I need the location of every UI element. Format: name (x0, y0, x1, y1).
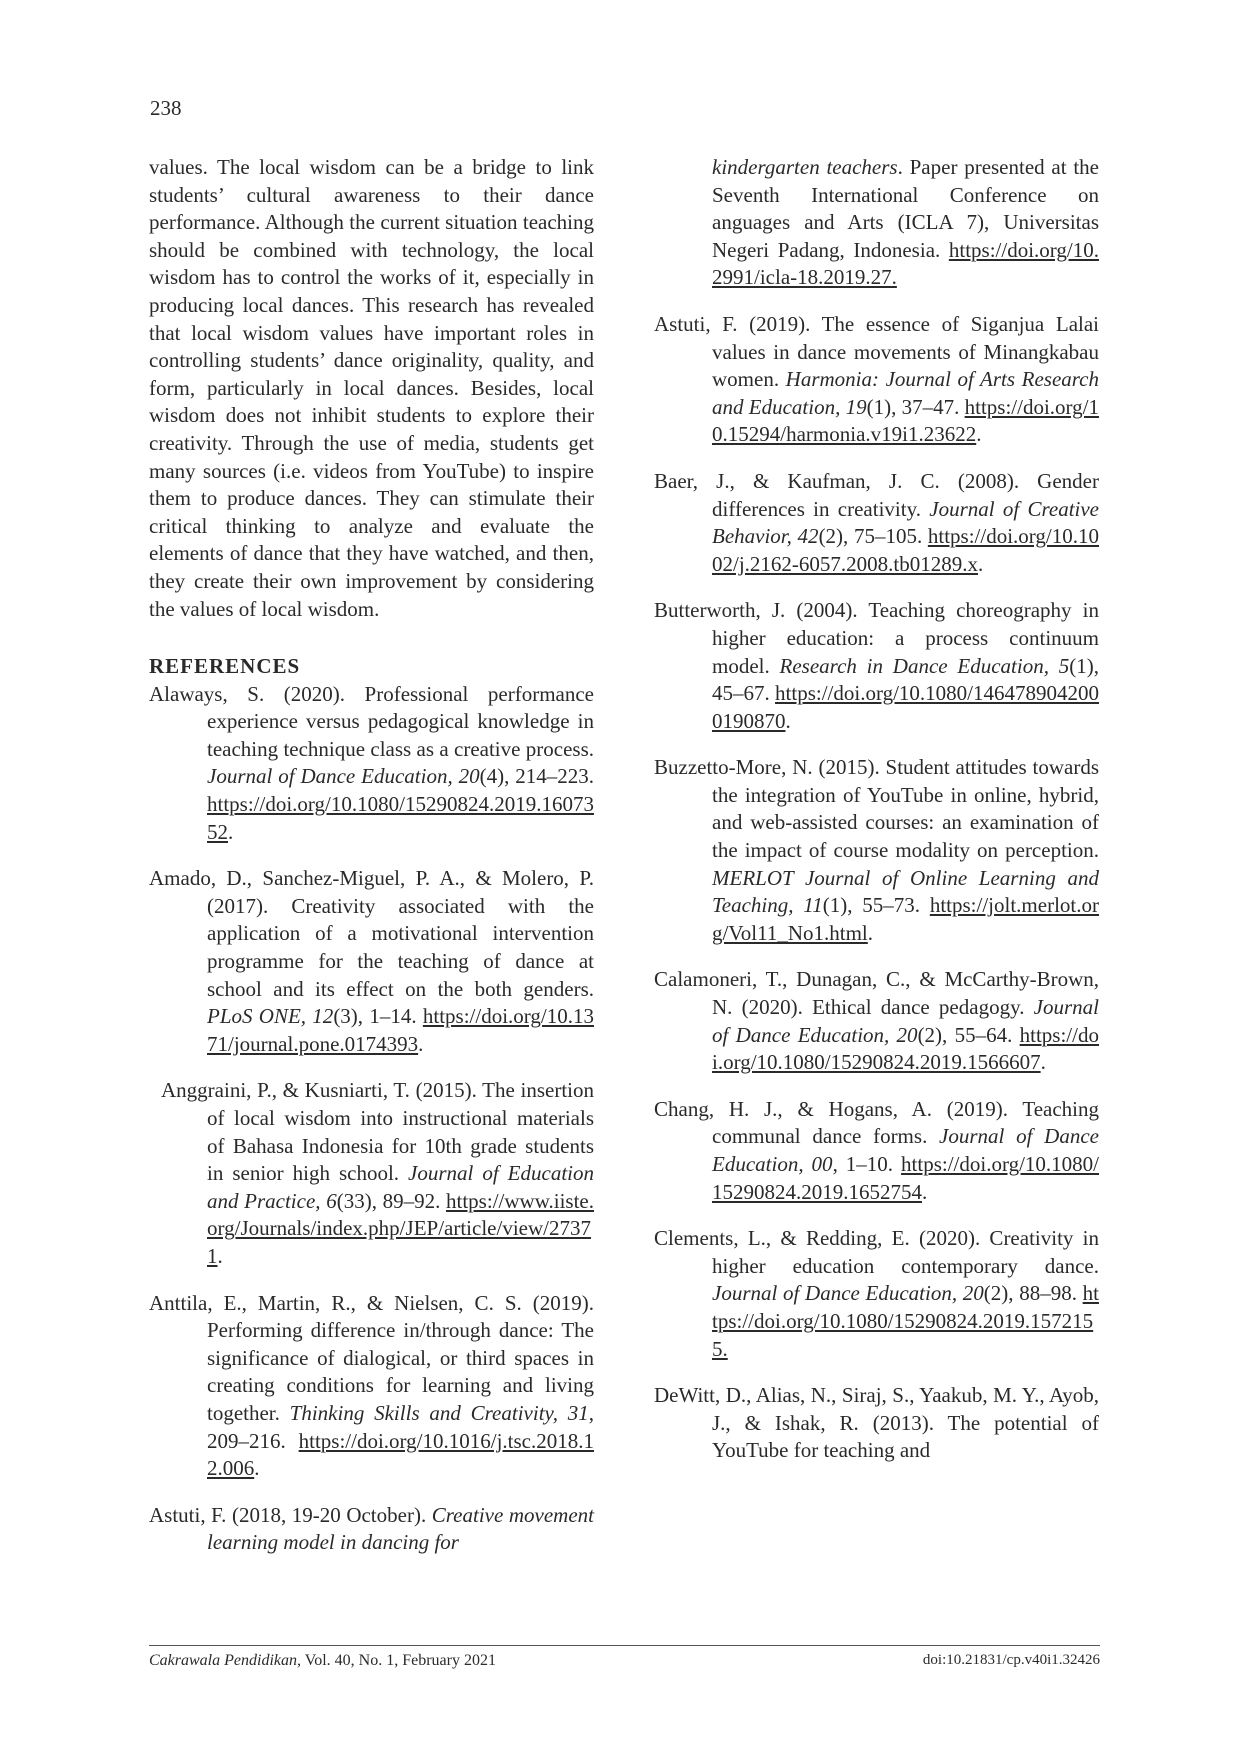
reference-link[interactable]: https://doi.org/10.1080/1464789042000190870 (712, 681, 1099, 733)
reference-entry: Astuti, F. (2018, 19-20 October). Creative movement learning model in dancing for (149, 1502, 594, 1555)
reference-entry: Baer, J., & Kaufman, J. C. (2008). Gender differences in creativity. Journal of Creative Behavior, 42(2), 75–105. https://doi.org/10.1002/j.2162-6057.2008.tb01289.x. (654, 468, 1099, 576)
reference-link[interactable]: https://doi.org/10.1002/j.2162-6057.2008.tb01289.x (712, 524, 1099, 576)
reference-entry: Buzzetto-More, N. (2015). Student attitudes towards the integration of YouTube in online, hybrid, and web-assisted courses: an examination of the impact of course modality on perception. MERLOT Journal of Online Learning and Teaching, 11(1), 55–73. https://jolt.merlot.org/Vol11_No1.html. (654, 755, 1099, 945)
reference-entry: Butterworth, J. (2004). Teaching choreography in higher education: a process continuum model. Research in Dance Education, 5(1), 45–67. https://doi.org/10.1080/1464789042000190870. (654, 598, 1099, 733)
reference-link[interactable]: https://doi.org/10.1016/j.tsc.2018.12.006 (207, 1428, 594, 1481)
reference-link[interactable]: https://jolt.merlot.org/Vol11_No1.html (712, 893, 1099, 945)
footer-journal-info: Cakrawala Pendidikan, Vol. 40, No. 1, February 2021 (149, 1652, 496, 1669)
reference-entry: Chang, H. J., & Hogans, A. (2019). Teaching communal dance forms. Journal of Dance Education, 00, 1–10. https://doi.org/10.1080/15290824.2019.1652754. (654, 1096, 1099, 1204)
references-heading: REFERENCES (149, 654, 301, 679)
footer-divider (149, 1645, 1100, 1646)
conclusion-paragraph: values. The local wisdom can be a bridge to link students’ cultural awareness to their dance performance. Although the current situation teaching should be combined with technology, the local wisdom has to control the works of it, especially in producing local dances. This research has revealed that local wisdom values have important roles in controlling students’ dance originality, quality, and form, particularly in local dances. Besides, local wisdom does not inhibit students to explore their creativity. Through the use of media, students get many sources (i.e. videos from YouTube) to inspire them to produce dances. They can stimulate their critical thinking to analyze and evaluate the elements of dance that they have watched, and then, they create their own improvement by considering the values of local wisdom. (149, 155, 594, 621)
reference-link[interactable]: https://doi.org/10.15294/harmonia.v19i1.23622 (712, 394, 1099, 447)
reference-link[interactable]: https://doi.org/10.2991/icla-18.2019.27. (712, 237, 1099, 290)
reference-link[interactable]: https://doi.org/10.1080/15290824.2019.1607352 (207, 792, 594, 844)
reference-entry-continued: kindergarten teachers. Paper presented at the Seventh International Conference on anguages and Arts (ICLA 7), Universitas Negeri Padang, Indonesia. https://doi.org/10.2991/icla-18.2019.27. (712, 155, 1099, 290)
reference-entry: Astuti, F. (2019). The essence of Siganjua Lalai values in dance movements of Minangkabau women. Harmonia: Journal of Arts Research and Education, 19(1), 37–47. https://doi.org/10.15294/harmonia.v19i1.23622. (654, 311, 1099, 447)
reference-link[interactable]: https://doi.org/10.1371/journal.pone.0174393 (207, 1004, 594, 1056)
reference-entry: Calamoneri, T., Dunagan, C., & McCarthy-Brown, N. (2020). Ethical dance pedagogy. Journal of Dance Education, 20(2), 55–64. https://doi.org/10.1080/15290824.2019.1566607. (654, 967, 1099, 1075)
left-column (149, 154, 594, 1576)
page-number: 238 (150, 96, 182, 120)
reference-entry: Anggraini, P., & Kusniarti, T. (2015). The insertion of local wisdom into instructional materials of Bahasa Indonesia for 10th grade students in senior high school. Journal of Education and Practice, 6(33), 89–92. https://www.iiste.org/Journals/index.php/JEP/article/view/27371. (161, 1078, 594, 1268)
reference-link[interactable]: https://doi.org/10.1080/15290824.2019.1652754 (712, 1152, 1099, 1204)
reference-link[interactable]: https://www.iiste.org/Journals/index.php/JEP/article/view/27371 (207, 1188, 594, 1268)
right-column (654, 154, 1099, 1484)
reference-entry: Amado, D., Sanchez-Miguel, P. A., & Molero, P. (2017). Creativity associated with the application of a motivational intervention programme for the teaching of dance at school and its effect on the both genders. PLoS ONE, 12(3), 1–14. https://doi.org/10.1371/journal.pone.0174393. (149, 866, 594, 1056)
reference-link[interactable]: https://doi.org/10.1080/15290824.2019.1566607 (712, 1022, 1099, 1075)
footer-doi: doi:10.21831/cp.v40i1.32426 (922, 1652, 1100, 1668)
references-list-left (149, 681, 594, 1557)
reference-entry: DeWitt, D., Alias, N., Siraj, S., Yaakub, M. Y., Ayob, J., & Ishak, R. (2013). The potential of YouTube for teaching and (654, 1383, 1099, 1463)
reference-entry: Alaways, S. (2020). Professional performance experience versus pedagogical knowledge in teaching technique class as a creative process. Journal of Dance Education, 20(4), 214–223. https://doi.org/10.1080/15290824.2019.1607352. (149, 681, 594, 844)
reference-entry: Clements, L., & Redding, E. (2020). Creativity in higher education contemporary dance. Journal of Dance Education, 20(2), 88–98. https://doi.org/10.1080/15290824.2019.1572155. (654, 1226, 1099, 1361)
reference-entry: Anttila, E., Martin, R., & Nielsen, C. S. (2019). Performing difference in/through dance: The significance of dialogical, or third spaces in creating conditions for learning and living together. Thinking Skills and Creativity, 31, 209–216. https://doi.org/10.1016/j.tsc.2018.12.006. (149, 1290, 594, 1481)
references-list-right (654, 311, 1099, 1465)
reference-link[interactable]: https://doi.org/10.1080/15290824.2019.1572155. (712, 1281, 1099, 1361)
